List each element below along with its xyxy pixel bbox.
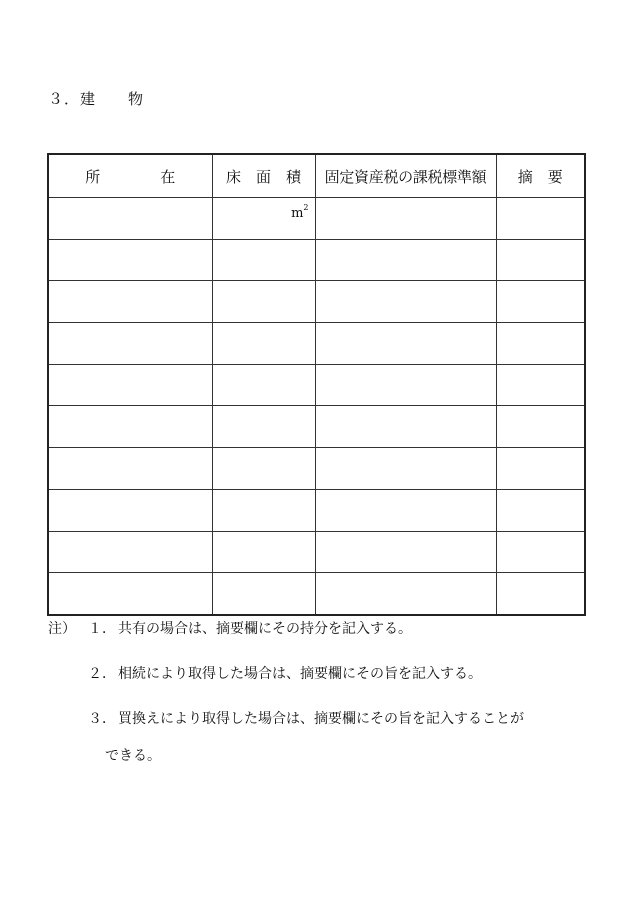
unit-square-meter	[291, 203, 309, 221]
header-floor-area: 床 面 積	[212, 154, 315, 198]
table-row	[48, 364, 585, 406]
cell-remarks[interactable]	[496, 198, 585, 240]
note-continuation: できる。	[105, 748, 161, 764]
cell-remarks[interactable]	[496, 489, 585, 531]
table-row	[48, 531, 585, 573]
cell-tax-base[interactable]	[315, 489, 496, 531]
table-row	[48, 406, 585, 448]
cell-remarks[interactable]	[496, 573, 585, 615]
cell-location[interactable]	[48, 323, 212, 365]
cell-floor-area[interactable]	[212, 281, 315, 323]
cell-remarks[interactable]	[496, 239, 585, 281]
cell-tax-base[interactable]	[315, 323, 496, 365]
cell-tax-base[interactable]	[315, 239, 496, 281]
cell-remarks[interactable]	[496, 448, 585, 490]
note-item	[88, 622, 412, 636]
note-text: 共有の場合は、摘要欄にその持分を記入する。	[118, 621, 412, 637]
table-row	[48, 281, 585, 323]
cell-location[interactable]	[48, 573, 212, 615]
unit-base: m	[291, 206, 304, 221]
table-row	[48, 573, 585, 615]
note-text: 相続により取得した場合は、摘要欄にその旨を記入する。	[118, 666, 482, 682]
cell-tax-base[interactable]	[315, 406, 496, 448]
note-item	[88, 712, 524, 726]
cell-remarks[interactable]	[496, 406, 585, 448]
notes-label: 注）	[48, 621, 76, 637]
cell-floor-area[interactable]	[212, 323, 315, 365]
cell-location[interactable]	[48, 364, 212, 406]
cell-tax-base[interactable]	[315, 448, 496, 490]
building-register-table	[47, 153, 586, 616]
note-number: ３．	[88, 711, 116, 727]
cell-tax-base[interactable]	[315, 198, 496, 240]
cell-floor-area[interactable]	[212, 573, 315, 615]
cell-tax-base[interactable]	[315, 531, 496, 573]
cell-location[interactable]	[48, 281, 212, 323]
note-text: 買換えにより取得した場合は、摘要欄にその旨を記入することが	[118, 711, 524, 727]
table-row	[48, 239, 585, 281]
cell-location[interactable]	[48, 531, 212, 573]
cell-location[interactable]	[48, 198, 212, 240]
table-header-row	[48, 154, 585, 198]
note-number: １．	[88, 621, 116, 637]
header-location: 所 在	[48, 154, 212, 198]
cell-floor-area[interactable]	[212, 448, 315, 490]
table-row	[48, 489, 585, 531]
cell-remarks[interactable]	[496, 323, 585, 365]
header-tax-base: 固定資産税の課税標準額	[315, 154, 496, 198]
cell-remarks[interactable]	[496, 531, 585, 573]
cell-location[interactable]	[48, 406, 212, 448]
cell-remarks[interactable]	[496, 281, 585, 323]
cell-location[interactable]	[48, 448, 212, 490]
table-row	[48, 323, 585, 365]
cell-floor-area[interactable]	[212, 239, 315, 281]
cell-location[interactable]	[48, 239, 212, 281]
cell-floor-area[interactable]	[212, 489, 315, 531]
cell-floor-area[interactable]	[212, 364, 315, 406]
cell-remarks[interactable]	[496, 364, 585, 406]
section-title: ３．建 物	[48, 90, 145, 108]
cell-tax-base[interactable]	[315, 573, 496, 615]
cell-floor-area[interactable]	[212, 531, 315, 573]
cell-floor-area[interactable]	[212, 198, 315, 240]
unit-superscript: 2	[303, 203, 309, 212]
note-item	[88, 667, 482, 681]
cell-location[interactable]	[48, 489, 212, 531]
cell-floor-area[interactable]	[212, 406, 315, 448]
table-row	[48, 448, 585, 490]
table-row	[48, 198, 585, 240]
cell-tax-base[interactable]	[315, 364, 496, 406]
header-remarks: 摘 要	[496, 154, 585, 198]
note-number: ２．	[88, 666, 116, 682]
cell-tax-base[interactable]	[315, 281, 496, 323]
